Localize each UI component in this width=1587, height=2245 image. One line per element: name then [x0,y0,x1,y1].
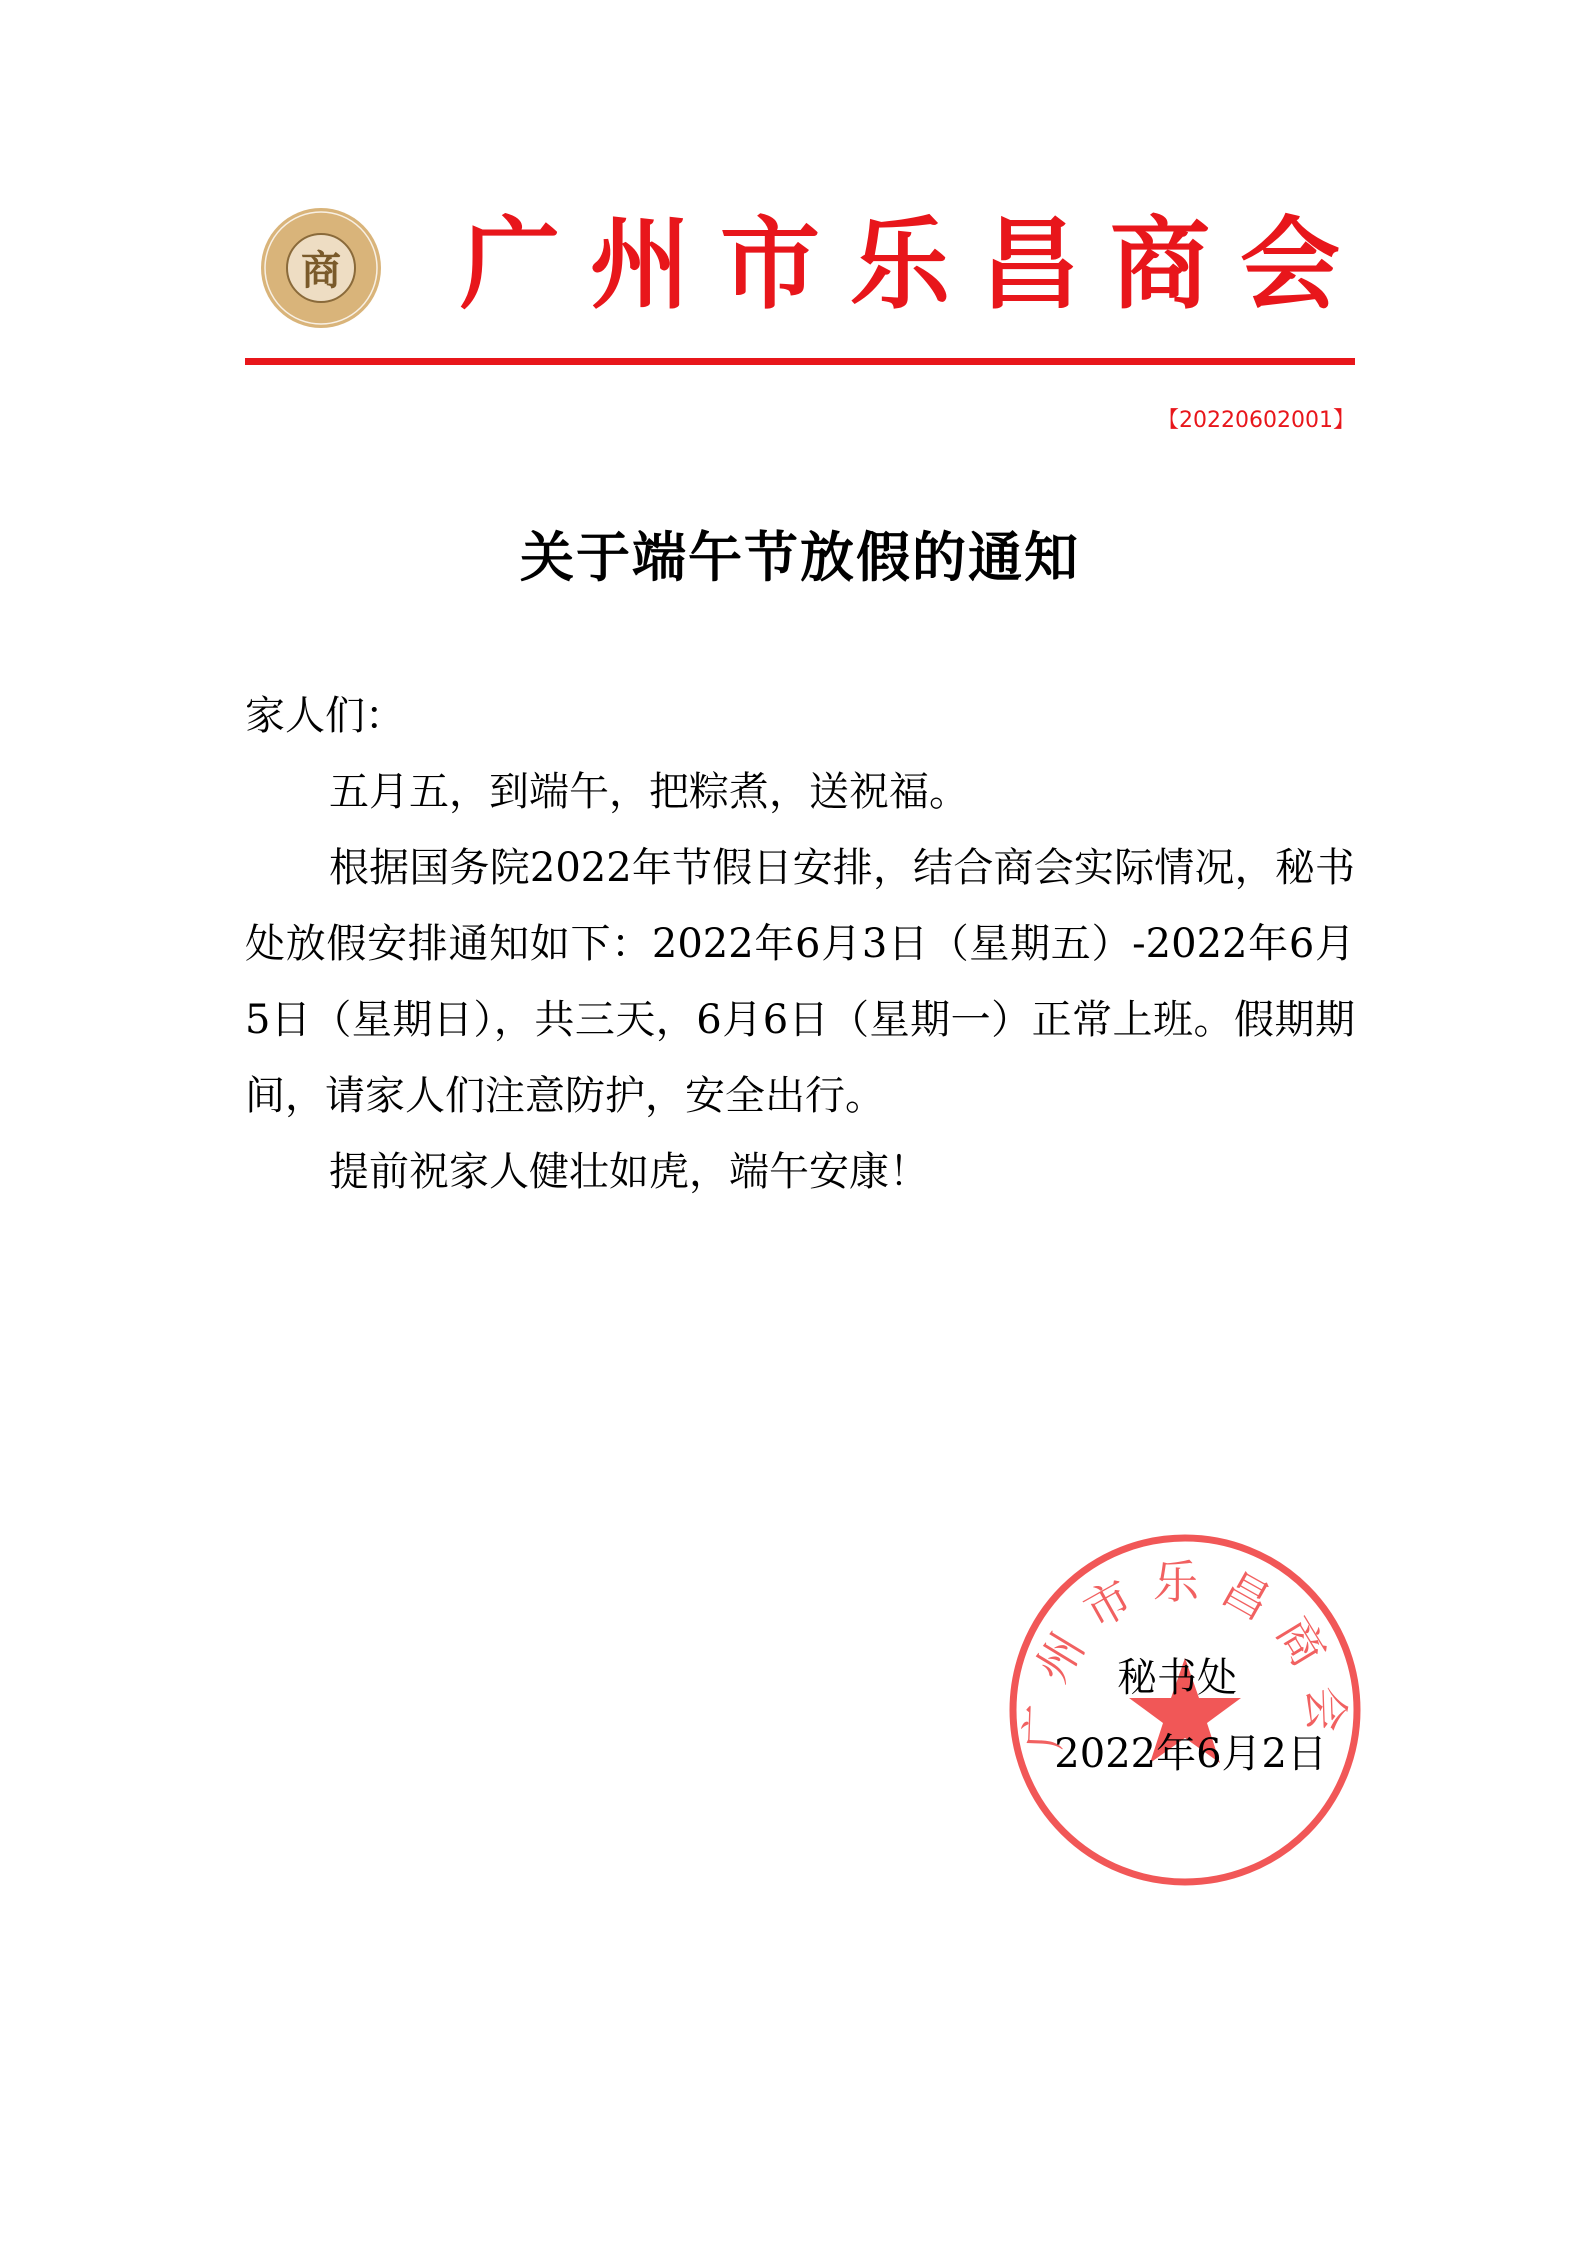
document-title: 关于端午节放假的通知 [520,526,1080,589]
document-body [245,678,1355,1210]
org-name: 广州市乐昌商会 [460,206,1370,323]
letterhead [245,200,1370,330]
wishes-paragraph: 提前祝家人健壮如虎，端午安康！ [329,1149,929,1195]
greeting-paragraph: 五月五，到端午，把粽煮，送祝福。 [329,769,969,815]
seal-text: 广州市乐昌商会 [1016,1554,1354,1751]
signature-office: 秘书处 [1117,1655,1237,1701]
signature-date: 2022年6月2日 [1054,1731,1327,1777]
org-logo [259,206,383,330]
letterhead-divider [245,358,1355,365]
schedule-paragraph: 根据国务院2022年节假日安排，结合商会实际情况，秘书处放假安排通知如下：2022年6月3日（星期五）-2022年6月5日（星期日），共三天，6月6日（星期一）正常上班。假期期间，请家人们注意防护，安全出行。 [245,845,1355,1119]
logo-char: 商 [301,248,341,294]
signature-block [1054,1640,1327,1792]
document-number: 【20220602001】 [1157,408,1355,433]
salutation: 家人们： [245,693,405,739]
